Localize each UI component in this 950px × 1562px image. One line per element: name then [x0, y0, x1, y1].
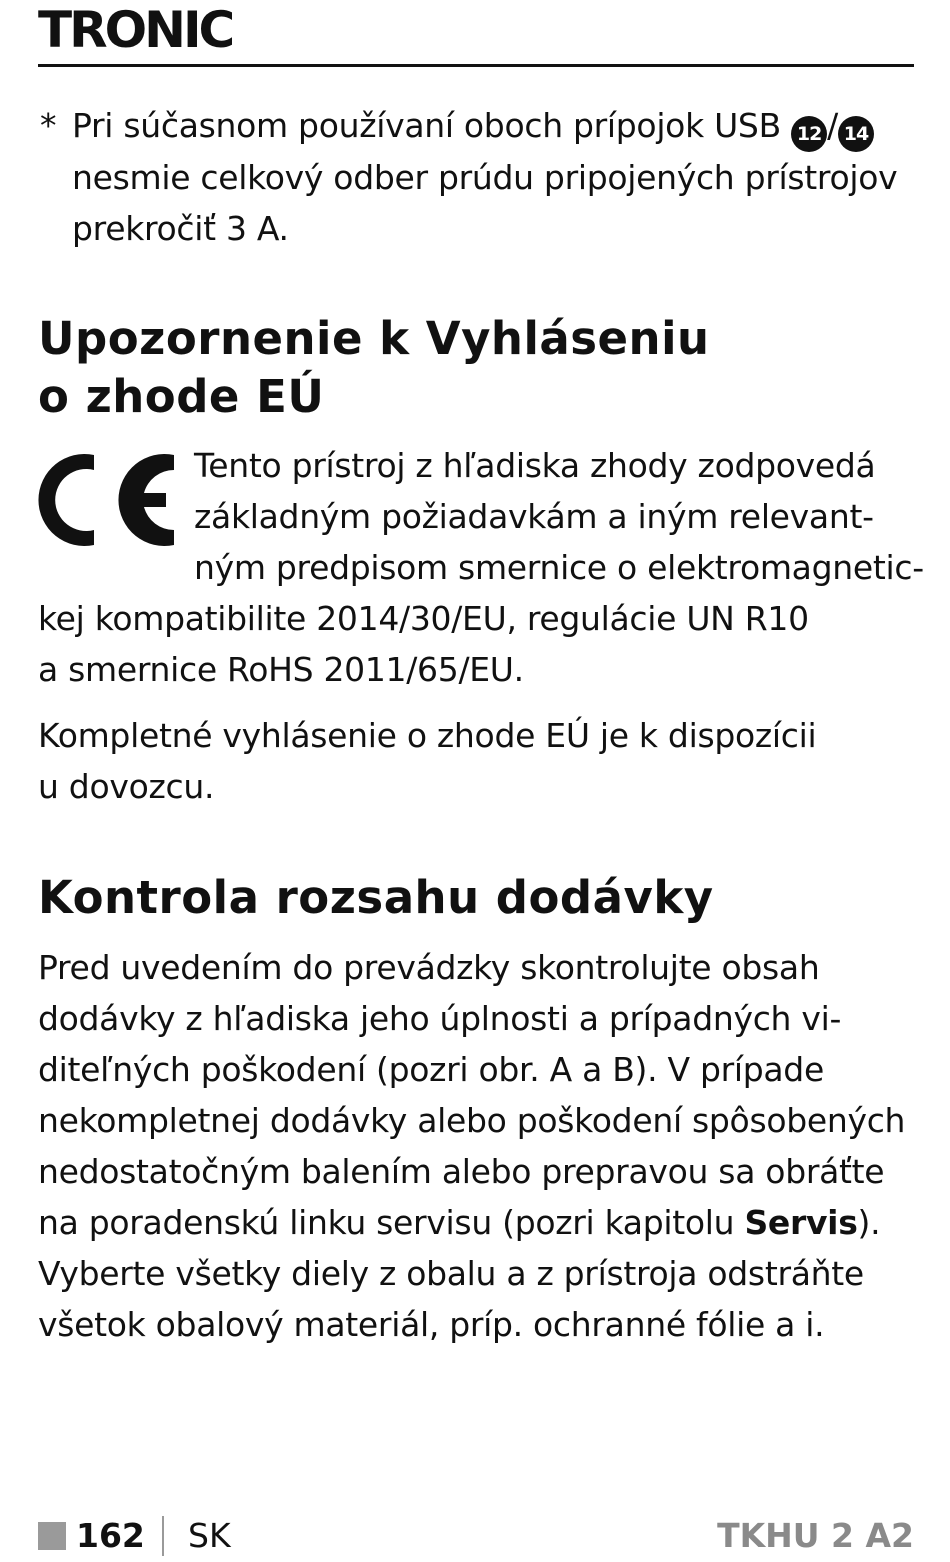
delivery-line-6-suffix: ). [857, 1203, 881, 1242]
marker-slash: / [827, 106, 838, 145]
usb-port-14-marker: 14 [838, 116, 874, 152]
footer-divider [162, 1516, 164, 1556]
eu-availability-line-2: u dovozcu. [38, 767, 215, 806]
page-number: 162 [76, 1516, 145, 1555]
delivery-line-3: diteľných poškodení (pozri obr. A a B). V prípade [38, 1050, 824, 1089]
eu-availability-line-1: Kompletné vyhlásenie o zhode EÚ je k dispozícii [38, 716, 817, 755]
usb-port-12-marker: 12 [791, 116, 827, 152]
delivery-check-paragraph [38, 942, 905, 1350]
note-asterisk: * [40, 106, 57, 145]
note-line-1 [72, 100, 918, 152]
note-line-3: prekročiť 3 A. [72, 209, 289, 248]
eu-heading-line-1: Upozornenie k Vyhláseniu [38, 312, 710, 365]
usb-current-note [38, 100, 918, 254]
eu-declaration-heading [38, 310, 710, 426]
model-number: TKHU 2 A2 [717, 1516, 914, 1555]
eu-para-line-4: kej kompatibilite 2014/30/EU, regulácie UN R10 [38, 599, 809, 638]
eu-para-line-2: základným požiadavkám a iným relevant- [194, 497, 874, 536]
header-rule [38, 64, 914, 67]
language-code: SK [188, 1516, 231, 1555]
eu-heading-line-2: o zhode EÚ [38, 370, 325, 423]
page-footer [38, 1512, 914, 1562]
delivery-line-5: nedostatočným balením alebo prepravou sa obráťte [38, 1152, 885, 1191]
delivery-line-4: nekompletnej dodávky alebo poškodení spôsobených [38, 1101, 906, 1140]
delivery-line-2: dodávky z hľadiska jeho úplnosti a prípadných vi- [38, 999, 842, 1038]
eu-availability-paragraph [38, 710, 816, 812]
delivery-line-7: Vyberte všetky diely z obalu a z prístroja odstráňte [38, 1254, 864, 1293]
note-line-1-text: Pri súčasnom používaní oboch prípojok USB [72, 106, 781, 145]
delivery-line-1: Pred uvedením do prevádzky skontrolujte obsah [38, 948, 820, 987]
delivery-line-6-prefix: na poradenskú linku servisu (pozri kapitolu [38, 1203, 745, 1242]
footer-square-icon [38, 1522, 66, 1550]
delivery-check-heading: Kontrola rozsahu dodávky [38, 871, 714, 924]
delivery-line-8: všetok obalový materiál, príp. ochranné fólie a i. [38, 1305, 825, 1344]
eu-declaration-paragraph [38, 440, 924, 695]
delivery-line-6 [38, 1197, 905, 1248]
eu-para-line-3: ným predpisom smernice o elektromagnetic- [194, 548, 924, 587]
servis-chapter-reference: Servis [744, 1203, 858, 1242]
eu-para-line-1: Tento prístroj z hľadiska zhody zodpovedá [194, 446, 876, 485]
eu-para-line-5: a smernice RoHS 2011/65/EU. [38, 650, 524, 689]
note-line-2: nesmie celkový odber prúdu pripojených prístrojov [72, 158, 898, 197]
brand-logo: TRONIC [38, 1, 233, 59]
